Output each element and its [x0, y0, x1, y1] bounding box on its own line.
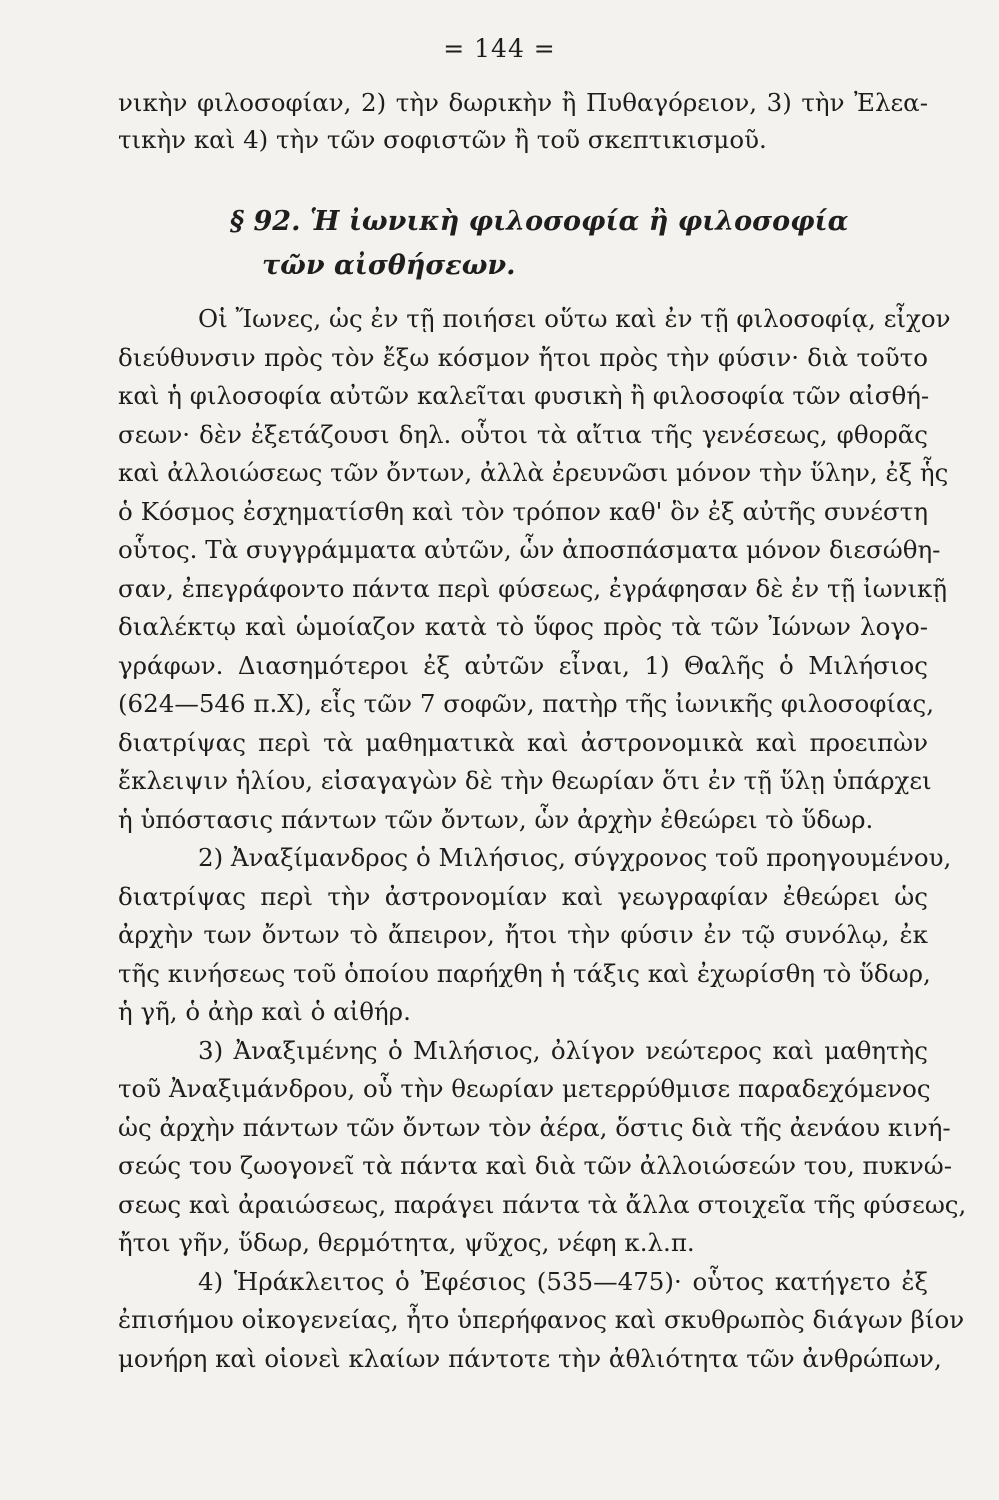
text-line: σαν, ἐπεγράφοντο πάντα περὶ φύσεως, ἐγράφησαν δὲ ἐν τῇ ἰωνικῇ [118, 573, 948, 603]
text-line: ἤτοι γῆν, ὕδωρ, θερμότητα, ψῦχος, νέφη κ.λ.π. [118, 1228, 695, 1257]
text-line: διατρίψας περὶ τὴν ἀστρονομίαν καὶ γεωγραφίαν ἐθεώρει ὡς [118, 881, 928, 911]
text-line: διεύθυνσιν πρὸς τὸν ἔξω κόσμον ἤτοι πρὸς τὴν φύσιν· διὰ τοῦτο [118, 342, 928, 372]
text-line: 2) Ἀναξίμανδρος ὁ Μιλήσιος, σύγχρονος τοῦ προηγουμένου, [198, 843, 952, 872]
text-line: σεως καὶ ἀραιώσεως, παράγει πάντα τὰ ἄλλα στοιχεῖα τῆς φύσεως, [118, 1189, 967, 1219]
section-heading [230, 200, 930, 288]
text-line: νικὴν φιλοσοφίαν, 2) τὴν δωρικὴν ἢ Πυθαγόρειον, 3) τὴν Ἐλεα- [118, 88, 928, 117]
text-line: διαλέκτῳ καὶ ὡμοίαζον κατὰ τὸ ὕφος πρὸς τὰ τῶν Ἰώνων λογο- [118, 612, 928, 641]
text-line: διατρίψας περὶ τὰ μαθηματικὰ καὶ ἀστρονομικὰ καὶ προειπὼν [118, 727, 928, 757]
text-line: σεων· δὲν ἐξετάζουσι δηλ. οὗτοι τὰ αἴτια τῆς γενέσεως, φθορᾶς [118, 419, 928, 449]
text-line: ἔκλειψιν ἡλίου, εἰσαγαγὼν δὲ τὴν θεωρίαν ὅτι ἐν τῇ ὕλῃ ὑπάρχει [118, 766, 932, 795]
text-line: σεώς του ζωογονεῖ τὰ πάντα καὶ διὰ τῶν ἀλλοιώσεών του, πυκνώ- [118, 1151, 952, 1180]
text-line: (624—546 π.Χ), εἷς τῶν 7 σοφῶν, πατὴρ τῆς ἰωνικῆς φιλοσοφίας, [118, 689, 935, 718]
text-line: 4) Ἡράκλειτος ὁ Ἐφέσιος (535—475)· οὗτος κατήγετο ἐξ [198, 1266, 928, 1296]
text-line: οὗτος. Τὰ συγγράμματα αὐτῶν, ὧν ἀποσπάσματα μόνον διεσώθη- [118, 535, 941, 564]
text-line: γράφων. Διασημότεροι ἐξ αὐτῶν εἶναι, 1) Θαλῆς ὁ Μιλήσιος [118, 650, 928, 680]
text-line: ἡ γῆ, ὁ ἀὴρ καὶ ὁ αἰθήρ. [118, 997, 411, 1026]
text-line: ἐπισήμου οἰκογενείας, ἦτο ὑπερήφανος καὶ σκυθρωπὸς διάγων βίον [118, 1305, 965, 1334]
text-line: ἡ ὑπόστασις πάντων τῶν ὄντων, ὧν ἀρχὴν ἐθεώρει τὸ ὕδωρ. [118, 804, 874, 834]
text-line: Οἱ Ἴωνες, ὡς ἐν τῇ ποιήσει οὕτω καὶ ἐν τῇ φιλοσοφίᾳ, εἶχον [198, 304, 951, 333]
page-number: = 144 = [443, 34, 556, 63]
text-line: τῆς κινήσεως τοῦ ὁποίου παρήχθη ἡ τάξις καὶ ἐχωρίσθη τὸ ὕδωρ, [118, 958, 931, 988]
text-line: τικὴν καὶ 4) τὴν τῶν σοφιστῶν ἢ τοῦ σκεπτικισμοῦ. [118, 125, 767, 154]
text-line: ἀρχὴν των ὄντων τὸ ἄπειρον, ἤτοι τὴν φύσιν ἐν τῷ συνόλῳ, ἐκ [118, 920, 928, 949]
text-line: 3) Ἀναξιμένης ὁ Μιλήσιος, ὀλίγον νεώτερος καὶ μαθητὴς [198, 1035, 928, 1065]
heading-line: τῶν αἰσθήσεων. [262, 250, 516, 281]
intro-paragraph [118, 84, 928, 158]
text-line: μονήρη καὶ οἱονεὶ κλαίων πάντοτε τὴν ἀθλιότητα τῶν ἀνθρώπων, [118, 1343, 942, 1373]
text-line: καὶ ἀλλοιώσεως τῶν ὄντων, ἀλλὰ ἐρευνῶσι μόνον τὴν ὕλην, ἐξ ἧς [118, 458, 949, 487]
text-line: καὶ ἡ φιλοσοφία αὐτῶν καλεῖται φυσικὴ ἢ φιλοσοφία τῶν αἰσθή- [118, 381, 930, 410]
text-line: τοῦ Ἀναξιμάνδρου, οὗ τὴν θεωρίαν μετερρύθμισε παραδεχόμενος [118, 1074, 931, 1103]
section-body [118, 300, 967, 1378]
text-line: ὡς ἀρχὴν πάντων τῶν ὄντων τὸν ἀέρα, ὅστις διὰ τῆς ἀενάου κινή- [118, 1112, 951, 1142]
text-line: ὁ Κόσμος ἐσχηματίσθη καὶ τὸν τρόπον καθ' ὃν ἐξ αὐτῆς συνέστη [118, 496, 928, 526]
heading-line: § 92. Ἡ ἰωνικὴ φιλοσοφία ἢ φιλοσοφία [230, 206, 849, 237]
